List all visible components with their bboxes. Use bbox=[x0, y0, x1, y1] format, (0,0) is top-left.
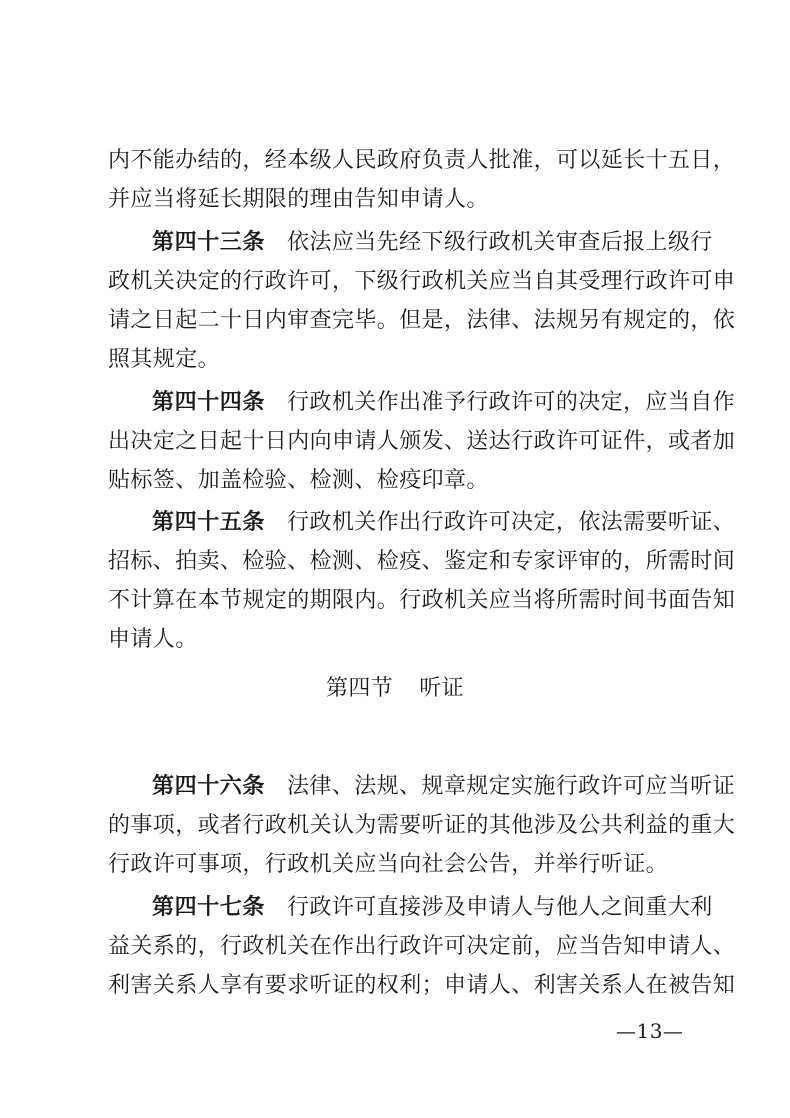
body-line: 行政许可事项，行政机关应当向社会公告，并举行听证。 bbox=[108, 852, 669, 877]
body-text: 法律、法规、规章规定实施行政许可应当听证 bbox=[287, 774, 736, 799]
body-line: 并应当将延长期限的理由告知申请人。 bbox=[108, 187, 489, 212]
article-43-first-line bbox=[152, 228, 713, 258]
body-text: 依法应当先经下级行政机关审查后报上级行 bbox=[287, 230, 713, 255]
body-line: 利害关系人享有要求听证的权利；申请人、利害关系人在被告知 bbox=[108, 973, 736, 998]
body-line: 招标、拍卖、检验、检测、检疫、鉴定和专家评审的，所需时间 bbox=[108, 549, 736, 574]
body-line: 内不能办结的，经本级人民政府负责人批准，可以延长十五日， bbox=[108, 148, 736, 173]
body-text: 行政机关作出准予行政许可的决定，应当自作 bbox=[287, 390, 736, 415]
article-45-first-line bbox=[152, 508, 736, 538]
body-line: 的事项，或者行政机关认为需要听证的其他涉及公共利益的重大 bbox=[108, 813, 736, 838]
article-47-number: 第四十七条 bbox=[152, 895, 266, 920]
section-number: 第四节 bbox=[325, 676, 394, 701]
article-44-number: 第四十四条 bbox=[152, 390, 266, 415]
article-44-first-line bbox=[152, 388, 736, 418]
section-title: 听证 bbox=[419, 676, 464, 701]
body-line: 照其规定。 bbox=[108, 347, 221, 372]
article-47-first-line bbox=[152, 893, 713, 923]
article-43-number: 第四十三条 bbox=[152, 230, 266, 255]
body-line: 政机关决定的行政许可，下级行政机关应当自其受理行政许可申 bbox=[108, 269, 736, 294]
body-line: 请之日起二十日内审查完毕。但是，法律、法规另有规定的，依 bbox=[108, 308, 736, 333]
body-line: 贴标签、加盖检验、检测、检疫印章。 bbox=[108, 468, 489, 493]
body-line: 益关系的，行政机关在作出行政许可决定前，应当告知申请人、 bbox=[108, 934, 736, 959]
section-heading bbox=[0, 674, 790, 704]
article-46-first-line bbox=[152, 772, 736, 802]
body-text: 行政许可直接涉及申请人与他人之间重大利 bbox=[287, 895, 713, 920]
page-number: —13— bbox=[616, 1019, 684, 1043]
body-line: 出决定之日起十日内向申请人颁发、送达行政许可证件，或者加 bbox=[108, 429, 736, 454]
body-line: 不计算在本节规定的期限内。行政机关应当将所需时间书面告知 bbox=[108, 588, 736, 613]
article-45-number: 第四十五条 bbox=[152, 510, 266, 535]
body-text: 行政机关作出行政许可决定，依法需要听证、 bbox=[287, 510, 736, 535]
body-line: 申请人。 bbox=[108, 627, 198, 652]
article-46-number: 第四十六条 bbox=[152, 774, 266, 799]
